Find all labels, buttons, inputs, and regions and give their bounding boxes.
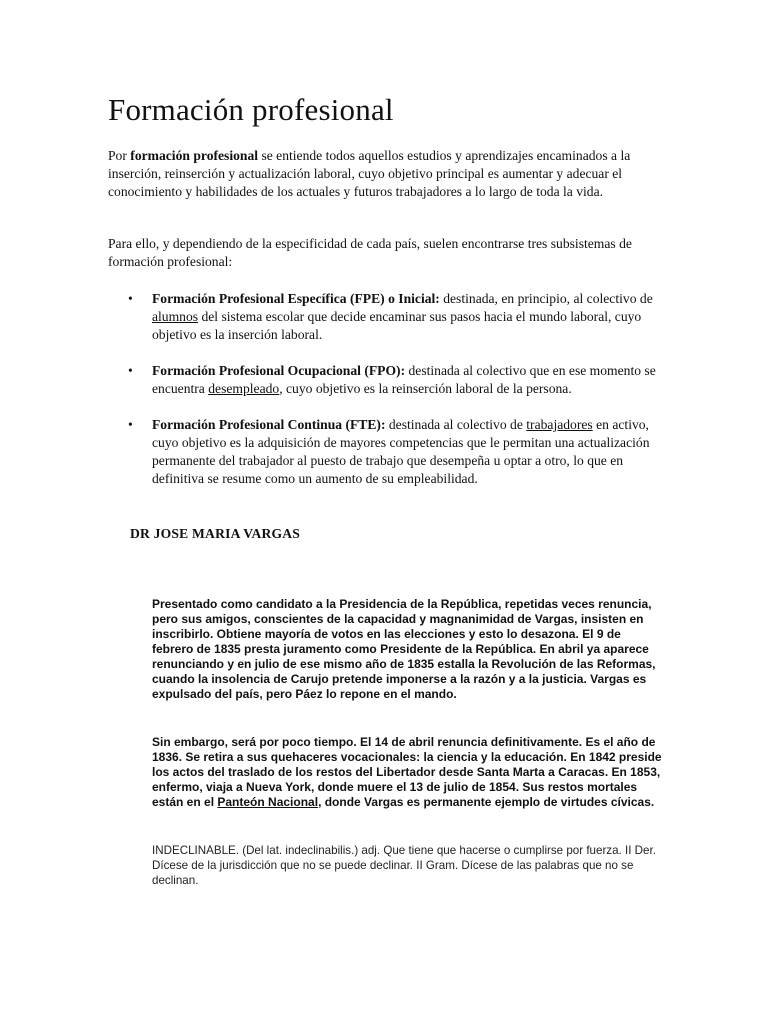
list-item-text: destinada, en principio, al colectivo de (439, 291, 653, 306)
vargas-text: , donde Vargas es permanente ejemplo de virtudes cívicas. (318, 795, 655, 809)
list-item (108, 290, 668, 344)
vargas-paragraph-1: Presentado como candidato a la Presidencia de la República, repetidas veces renuncia, pero sus amigos, conscientes de la capacidad y magnanimidad de Vargas, insisten en inscribirlo. Obtiene mayoría de votos en las elecciones y esto lo desazona. El 9 de febrero de 1835 presta juramento como Presidente de la República. En abril ya aparece renunciando y en julio de ese mismo año de 1835 estalla la Revolución de las Reformas, cuando la insolencia de Carujo pretende imponerse a la razón y a la justicia. Vargas es expulsado del país, pero Páez lo repone en el mando. (152, 597, 656, 701)
list-item-text: destinada al colectivo que en ese momento se encuentra (152, 363, 656, 396)
bullet-icon: • (128, 291, 133, 306)
subsystems-paragraph: Para ello, y dependiendo de la especificidad de cada país, suelen encontrarse tres subsistemas de formación profesional: (108, 236, 632, 269)
list-item (108, 416, 668, 488)
list-item-title: Formación Profesional Específica (FPE) o Inicial: (152, 291, 440, 306)
bullet-icon: • (128, 417, 133, 432)
link-trabajadores[interactable]: trabajadores (526, 417, 593, 432)
list-item-text: en activo, cuyo objetivo es la adquisición de mayores competencias que le permitan una actualización permanente del trabajador al puesto de trabajo que desempeña u optar a otro, lo que en definitiva se resume como un aumento de su empleabilidad. (152, 417, 650, 486)
subsystems-list (108, 290, 668, 506)
list-item-text: del sistema escolar que decide encaminar sus pasos hacia el mundo laboral, cuyo objetivo es la inserción laboral. (152, 309, 642, 342)
indeclinable-definition: INDECLINABLE. (Del lat. indeclinabilis.) adj. Que tiene que hacerse o cumplirse por fuerza. II Der. Dícese de la jurisdicción que no se puede declinar. II Gram. Dícese de las palabras que no se declinan. (152, 844, 656, 887)
bullet-icon: • (128, 363, 133, 378)
vargas-text: Sin embargo, será por poco tiempo. El 14 de abril renuncia definitivamente. Es el año de 1836. Se retira a sus quehaceres vocacionales: la ciencia y la educación. En 1842 preside los actos del traslado de los restos del Libertador desde Santa Marta a Caracas. En 1853, enfermo, viaja a Nueva York, donde muere el 13 de julio de 1854. Sus restos mortales están en el (152, 735, 662, 809)
list-item-text: destinada al colectivo de (385, 417, 527, 432)
list-item-title: Formación Profesional Ocupacional (FPO): (152, 363, 406, 378)
list-item-title: Formación Profesional Continua (FTE): (152, 417, 386, 432)
intro-rest: se entiende todos aquellos estudios y aprendizajes encaminados a la inserción, reinserción y actualización laboral, cuyo objetivo principal es aumentar y adecuar el conocimiento y habilidades de los actuales y futuros trabajadores a lo largo de toda la vida. (108, 148, 631, 199)
intro-bold-term: formación profesional (130, 148, 259, 163)
link-panteon-nacional[interactable]: Panteón Nacional (217, 795, 319, 809)
link-desempleado[interactable]: desempleado (208, 381, 280, 396)
list-item-text: , cuyo objetivo es la reinserción laboral de la persona. (279, 381, 572, 396)
section-heading-vargas: DR JOSE MARIA VARGAS (130, 526, 301, 541)
list-item (108, 362, 668, 398)
link-alumnos[interactable]: alumnos (152, 309, 199, 324)
page-title: Formación profesional (108, 92, 394, 127)
intro-paragraph (108, 147, 668, 201)
vargas-paragraph-2 (152, 735, 662, 810)
intro-prefix: Por (108, 148, 131, 163)
